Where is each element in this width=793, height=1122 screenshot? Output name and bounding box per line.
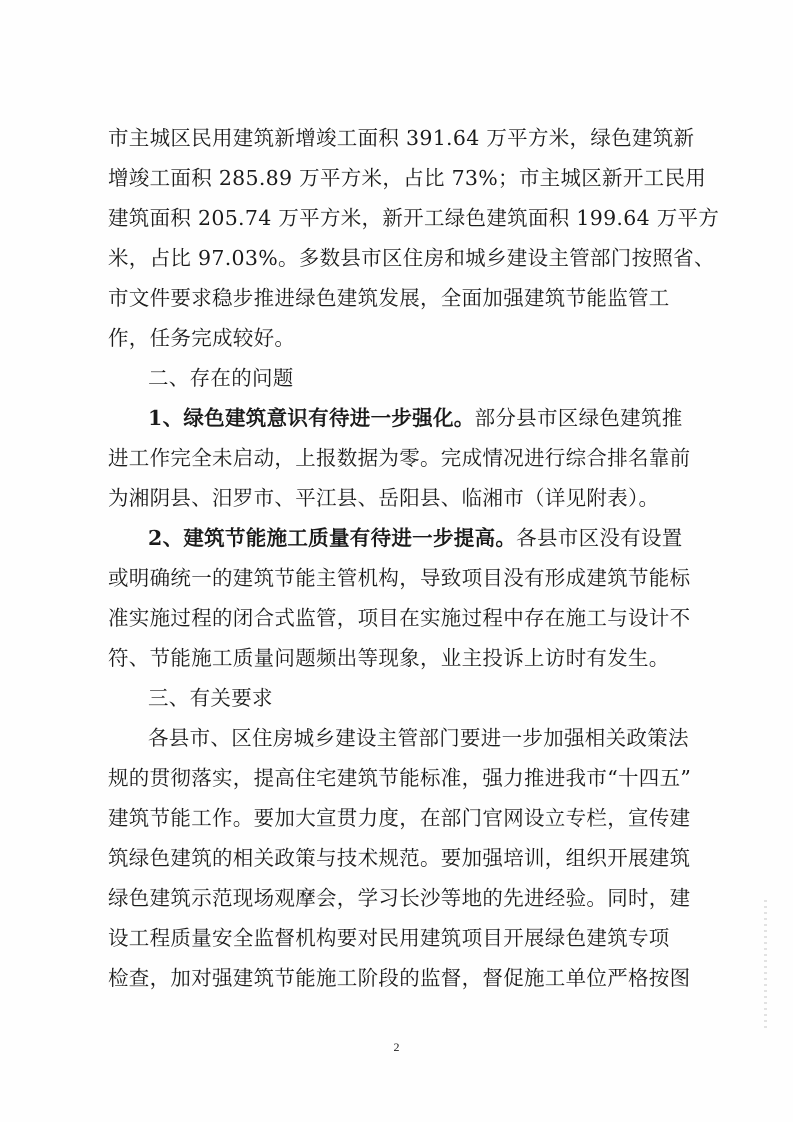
paragraph-line: 检查，加对强建筑节能施工阶段的监督，督促施工单位严格按图 bbox=[108, 966, 691, 990]
document-body bbox=[108, 118, 720, 998]
paragraph-line: 或明确统一的建筑节能主管机构，导致项目没有形成建筑节能标 bbox=[108, 566, 691, 590]
paragraph-line: 各县市、区住房城乡建设主管部门要进一步加强相关政策法 bbox=[148, 726, 689, 750]
paragraph-line: 米，占比 97.03%。多数县市区住房和城乡建设主管部门按照省、 bbox=[108, 246, 715, 270]
paragraph-line: 为湘阴县、汨罗市、平江县、岳阳县、临湘市（详见附表）。 bbox=[108, 486, 660, 510]
problem-item-2 bbox=[108, 518, 688, 558]
page-number: 2 bbox=[393, 1040, 400, 1054]
problem-item-1-title: 1、绿色建筑意识有待进一步强化。 bbox=[148, 406, 475, 430]
paragraph-line: 规的贯彻落实，提高住宅建筑节能标准，强力推进我市“十四五” bbox=[108, 766, 692, 790]
paragraph-line: 建筑面积 205.74 万平方米，新开工绿色建筑面积 199.64 万平方 bbox=[108, 206, 720, 230]
paragraph-line: 市文件要求稳步推进绿色建筑发展，全面加强建筑节能监管工 bbox=[108, 286, 670, 310]
problem-item-1 bbox=[108, 398, 688, 438]
paragraph-line: 建筑节能工作。要加大宣贯力度，在部门官网设立专栏，宣传建 bbox=[108, 806, 691, 830]
problem-item-2-title: 2、建筑节能施工质量有待进一步提高。 bbox=[148, 526, 517, 550]
paragraph-line: 符、节能施工质量问题频出等现象，业主投诉上访时有发生。 bbox=[108, 646, 670, 670]
section-heading-requirements: 三、有关要求 bbox=[148, 686, 273, 710]
section-heading-problems: 二、存在的问题 bbox=[148, 366, 294, 390]
paragraph-line: 准实施过程的闭合式监管，项目在实施过程中存在施工与设计不 bbox=[108, 606, 691, 630]
problem-item-1-text: 部分县市区绿色建筑推 bbox=[474, 406, 683, 430]
paragraph-line: 作，任务完成较好。 bbox=[108, 326, 296, 350]
paragraph-line: 增竣工面积 285.89 万平方米，占比 73%；市主城区新开工民用 bbox=[108, 166, 707, 190]
paragraph-line: 绿色建筑示范现场观摩会，学习长沙等地的先进经验。同时，建 bbox=[108, 886, 691, 910]
paragraph-line: 进工作完全未启动，上报数据为零。完成情况进行综合排名靠前 bbox=[108, 446, 691, 470]
scan-edge-mark bbox=[764, 900, 767, 1030]
problem-item-2-text: 各县市区没有设置 bbox=[516, 526, 683, 550]
paragraph-line: 筑绿色建筑的相关政策与技术规范。要加强培训，组织开展建筑 bbox=[108, 846, 691, 870]
paragraph-line: 市主城区民用建筑新增竣工面积 391.64 万平方米，绿色建筑新 bbox=[108, 126, 695, 150]
paragraph-line: 设工程质量安全监督机构要对民用建筑项目开展绿色建筑专项 bbox=[108, 926, 670, 950]
